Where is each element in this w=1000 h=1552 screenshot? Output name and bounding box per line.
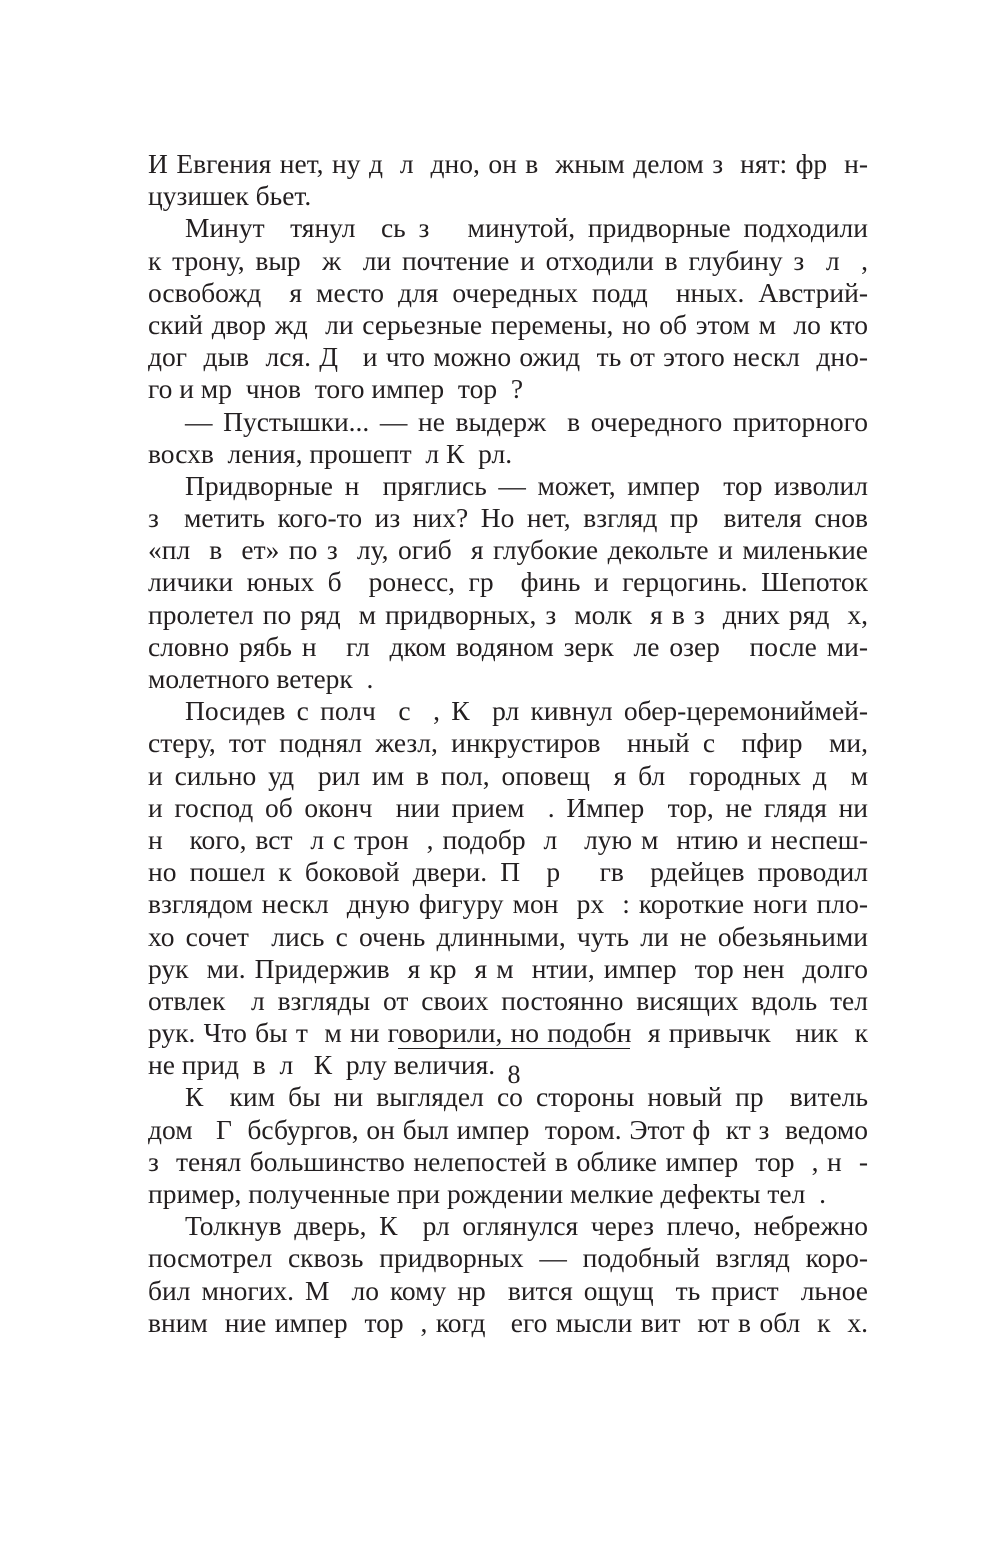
text-line: Придворные н пряглись — может, импер тор изволил (185, 469, 868, 501)
text-line: посмотрел сквозь придворных — подобный взгляд коро- (148, 1242, 868, 1274)
text-line: Толкнув дверь, К рл оглянулся через плечо, небрежно (185, 1210, 868, 1242)
text-line: рук. Что бы т м ни говорили, но подобн я привычк ник к (148, 1017, 868, 1049)
text-line: освобожд я место для очередных подд нных. Австрий- (148, 276, 868, 308)
text-line: рук ми. Придержив я кр я м нтии, импер тор нен долго (148, 952, 868, 984)
footer-rule (398, 1048, 630, 1049)
text-line: молетного ветерк . (148, 663, 374, 694)
text-line: и господ об оконч нии прием . Импер тор, не глядя ни (148, 791, 868, 823)
text-line: хо сочет лись с очень длинными, чуть ли не обезьяньими (148, 920, 868, 952)
text-line: го и мр чнов того импер тор ? (148, 373, 524, 405)
text-line: н кого, вст л с трон , подобр л лую м нтию и неспеш- (148, 823, 868, 855)
text-line: стеру, тот поднял жезл, инкрустиров нный с пфир ми, (148, 727, 868, 759)
text-line: отвлек л взгляды от своих постоянно висящих вдоль тел (148, 984, 868, 1016)
text-line: з метить кого-то из них? Но нет, взгляд пр вителя снов (148, 502, 868, 534)
text-line: взглядом нескл дную фигуру мон рх : короткие ноги пло- (148, 888, 868, 920)
text-line: бил многих. М ло кому нр вится ощущ ть прист льное (148, 1274, 868, 1306)
text-line: но пошел к боковой двери. П р гв рдейцев проводил (148, 856, 868, 888)
text-line: «пл в ет» по з лу, огиб я глубокие декольте и миленькие (148, 534, 868, 566)
text-line: к трону, выр ж ли почтение и отходили в глубину з л , (148, 244, 868, 276)
page-number: 8 (507, 1060, 521, 1089)
text-line: з тенял большинство нелепостей в облике импер тор , н - (148, 1145, 868, 1177)
text-line: пример, полученные при рождении мелкие дефекты тел . (148, 1178, 826, 1209)
body-text (148, 148, 868, 1339)
text-line: И Евгения нет, ну д л дно, он в жным делом з нят: фр н- (148, 148, 868, 179)
text-line: Минут тянул сь з минутой, придворные подходили (185, 212, 868, 244)
text-line: не прид в л К рлу величия. (148, 1049, 496, 1081)
text-line: — Пустышки... — не выдерж в очередного приторного (185, 405, 868, 437)
text-line: словно рябь н гл дком водяном зерк ле озер после ми- (148, 630, 868, 662)
text-line: и сильно уд рил им в пол, оповещ я бл городных д м (148, 759, 868, 791)
text-line: дом Г бсбургов, он был импер тором. Этот ф кт з ведомо (148, 1113, 868, 1145)
text-line: восхв ления, прошепт л К рл. (148, 437, 513, 469)
text-line: вним ние импер тор , когд его мысли вит ют в обл к х. (148, 1306, 868, 1338)
text-line: цузишек бьет. (148, 180, 312, 212)
text-line: дог дыв лся. Д и что можно ожид ть от этого нескл дно- (148, 341, 868, 373)
text-line: личики юных б ронесс, гр финь и герцогинь. Шепоток (148, 566, 868, 598)
text-line: К ким бы ни выглядел со стороны новый пр витель (185, 1081, 868, 1113)
text-line: ский двор жд ли серьезные перемены, но об этом м ло кто (148, 308, 868, 340)
text-line: пролетел по ряд м придворных, з молк я в з дних ряд х, (148, 598, 868, 630)
text-line: Посидев с полч с , К рл кивнул обер-церемониймей- (185, 695, 868, 727)
